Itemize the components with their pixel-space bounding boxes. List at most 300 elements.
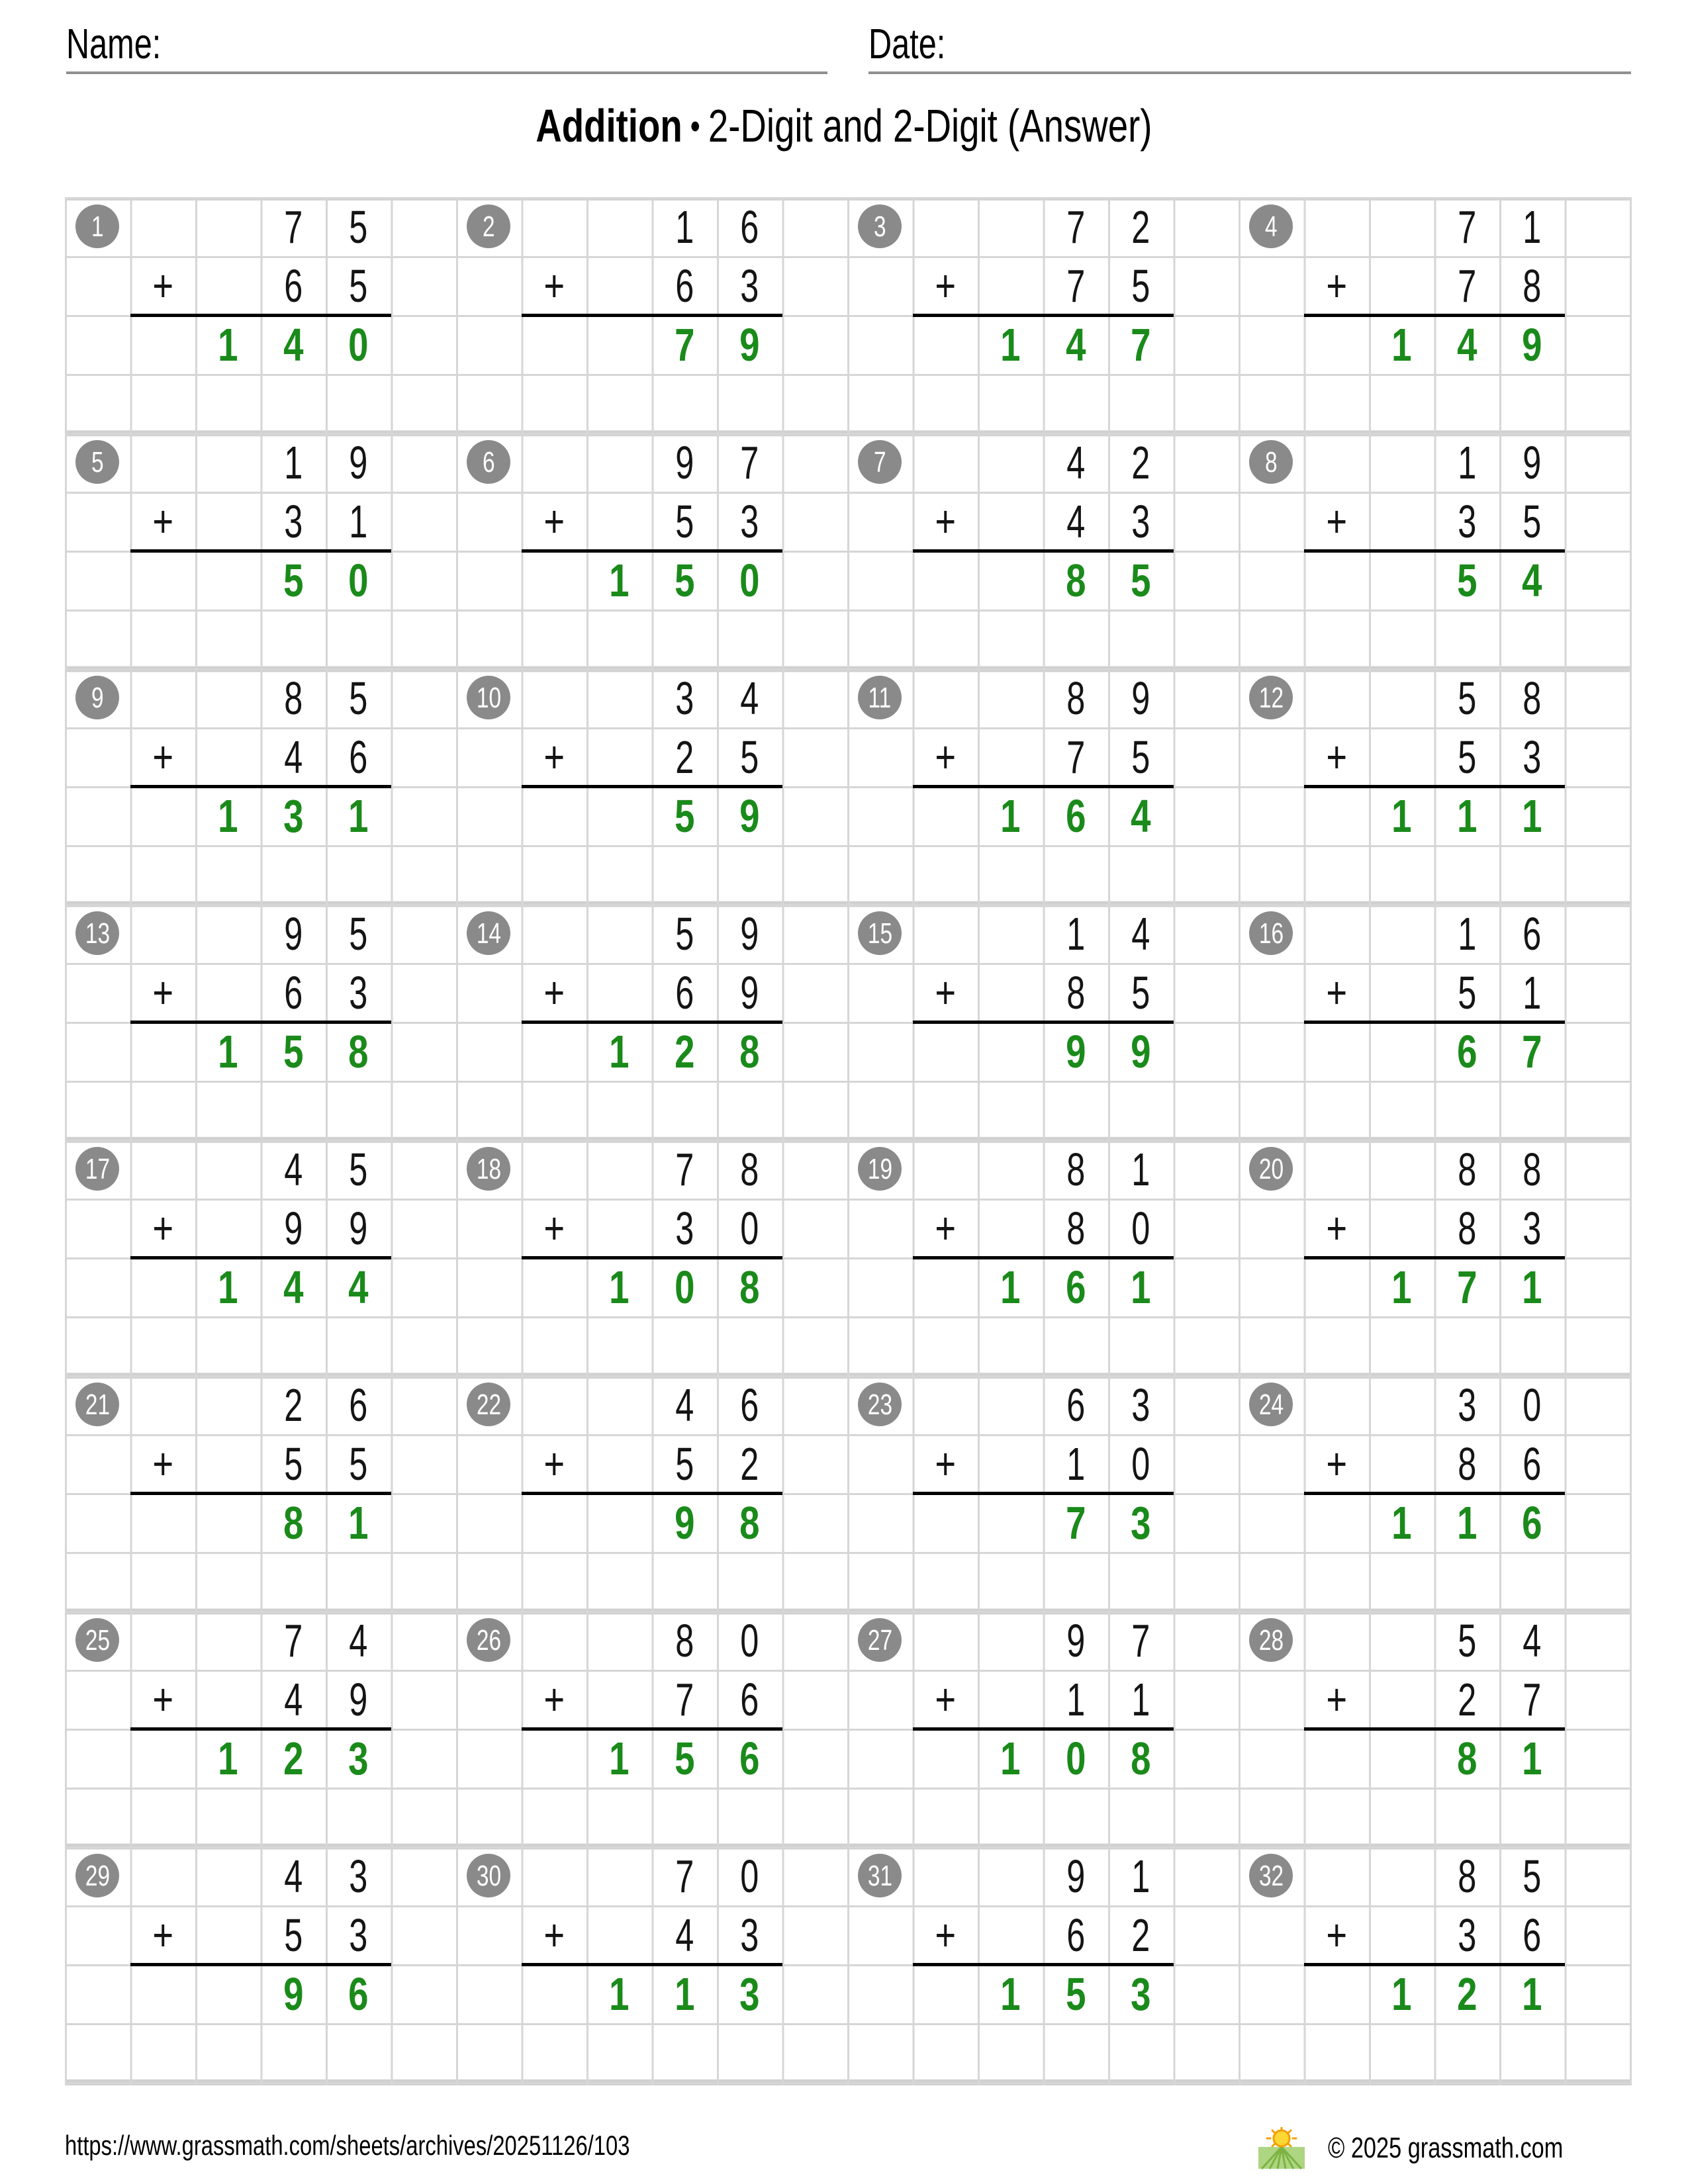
bottom-addend-digit: 5 [1131, 260, 1150, 312]
sum-line [522, 1256, 782, 1259]
problem-number: 4 [1264, 210, 1278, 243]
sum-line [1304, 1963, 1565, 1966]
answer-digit: 8 [283, 1497, 303, 1549]
bottom-addend-digit: 3 [349, 1909, 368, 1961]
top-addend-digit: 1 [1131, 1144, 1150, 1195]
answer-digit: 0 [348, 319, 369, 371]
problem-number: 11 [868, 682, 892, 714]
problem-number-badge [1249, 1854, 1293, 1897]
bottom-addend-digit: 8 [1066, 967, 1085, 1019]
answer-digit: 8 [739, 1261, 760, 1313]
answer-digit: 6 [1065, 1261, 1086, 1313]
answer-digit: 1 [609, 1261, 630, 1313]
answer-digit: 8 [348, 1026, 369, 1077]
top-addend-digit: 3 [349, 1850, 368, 1902]
answer-digit: 7 [674, 319, 694, 371]
problem-block [1239, 1846, 1630, 2082]
sum-line [913, 549, 1174, 553]
problem-number-badge [467, 205, 510, 248]
sum-line [913, 1256, 1174, 1259]
answer-digit: 1 [1000, 1733, 1021, 1784]
bottom-addend-digit: 4 [283, 731, 303, 783]
problem-number: 9 [91, 682, 104, 714]
problem-number: 15 [867, 917, 892, 950]
answer-digit: 1 [218, 1261, 238, 1313]
footer-copyright-text: © 2025 grassmath.com [1328, 2132, 1564, 2164]
answer-digit: 1 [1391, 1497, 1412, 1549]
top-addend-digit: 4 [1131, 908, 1150, 960]
top-addend-digit: 1 [1523, 201, 1542, 253]
plus-sign: + [152, 1910, 173, 1960]
answer-digit: 1 [609, 1733, 630, 1784]
plus-sign: + [152, 496, 173, 547]
plus-sign: + [543, 1203, 565, 1253]
problem-number-badge [467, 1618, 510, 1662]
problem-number: 27 [867, 1624, 892, 1657]
answer-digit: 5 [674, 1733, 694, 1784]
answer-digit: 6 [1456, 1026, 1477, 1077]
answer-digit: 1 [609, 1968, 630, 2020]
sum-line [1304, 1021, 1565, 1024]
plus-sign: + [1325, 732, 1347, 782]
plus-sign: + [934, 1203, 956, 1253]
problem-block [456, 1375, 847, 1611]
answer-digit: 1 [1000, 1968, 1021, 2020]
sum-line [130, 1256, 391, 1259]
answer-digit: 1 [218, 319, 238, 371]
top-addend-digit: 4 [283, 1850, 303, 1902]
plus-sign: + [152, 1674, 173, 1725]
answer-digit: 1 [609, 555, 630, 606]
answer-digit: 1 [218, 1026, 238, 1077]
top-addend-digit: 5 [1457, 672, 1476, 724]
problem-number-badge [75, 1618, 119, 1662]
top-addend-digit: 1 [283, 437, 303, 488]
top-addend-digit: 8 [1523, 1144, 1542, 1195]
problem-block [456, 1611, 847, 1846]
plus-sign: + [152, 968, 173, 1018]
sum-line [1304, 549, 1565, 553]
date-label-text: Date: [868, 20, 946, 68]
top-addend-digit: 9 [740, 908, 759, 960]
plus-sign: + [152, 1439, 173, 1489]
bottom-addend-digit: 5 [283, 1438, 303, 1490]
top-addend-digit: 7 [1066, 201, 1085, 253]
bottom-addend-digit: 3 [1523, 731, 1542, 783]
problem-number-badge [858, 1383, 902, 1426]
problem-number-badge [858, 205, 902, 248]
sum-line [522, 1492, 782, 1495]
plus-sign: + [1325, 261, 1347, 311]
sum-line [130, 1963, 391, 1966]
answer-digit: 4 [283, 1261, 303, 1313]
answer-digit: 2 [674, 1026, 694, 1077]
problem-block [847, 1140, 1239, 1375]
answer-digit: 3 [348, 1733, 369, 1784]
bottom-addend-digit: 6 [1523, 1909, 1542, 1961]
sum-line [913, 314, 1174, 317]
answer-digit: 8 [739, 1026, 760, 1077]
top-addend-digit: 7 [283, 1615, 303, 1666]
sum-line [130, 549, 391, 553]
sum-line [522, 549, 782, 553]
answer-digit: 4 [1456, 319, 1477, 371]
problem-block [456, 197, 847, 433]
top-addend-digit: 8 [1457, 1850, 1476, 1902]
top-addend-digit: 5 [349, 908, 368, 960]
problem-number-badge [467, 1383, 510, 1426]
bottom-addend-digit: 5 [349, 1438, 368, 1490]
answer-digit: 8 [1456, 1733, 1477, 1784]
problem-number-badge [1249, 676, 1293, 719]
problem-number: 25 [85, 1624, 110, 1657]
problem-number-badge [858, 911, 902, 955]
problem-number: 8 [1264, 446, 1278, 478]
problem-number-badge [1249, 911, 1293, 955]
plus-sign: + [543, 261, 565, 311]
answer-digit: 3 [283, 790, 303, 842]
problem-number-badge [467, 676, 510, 719]
problem-number: 12 [1258, 682, 1284, 714]
sum-line [1304, 785, 1565, 788]
answer-digit: 1 [674, 1968, 694, 2020]
top-addend-digit: 3 [1457, 1379, 1476, 1431]
top-addend-digit: 6 [740, 1379, 759, 1431]
plus-sign: + [543, 1910, 565, 1960]
top-addend-digit: 9 [1066, 1850, 1085, 1902]
top-addend-digit: 9 [1523, 437, 1542, 488]
answer-digit: 9 [674, 1497, 694, 1549]
answer-digit: 1 [1522, 790, 1542, 842]
answer-digit: 1 [1391, 1261, 1412, 1313]
name-label-text: Name: [66, 20, 162, 68]
top-addend-digit: 7 [283, 201, 303, 253]
problem-number-badge [75, 440, 119, 484]
top-addend-digit: 2 [1131, 437, 1150, 488]
problem-block [65, 1846, 456, 2082]
bottom-addend-digit: 3 [675, 1203, 694, 1254]
problem-block [65, 668, 456, 904]
plus-sign: + [543, 968, 565, 1018]
bottom-addend-digit: 5 [1457, 967, 1476, 1019]
plus-sign: + [1325, 1910, 1347, 1960]
top-addend-digit: 4 [349, 1615, 368, 1666]
answer-digit: 9 [739, 790, 760, 842]
problem-block [1239, 197, 1630, 433]
answer-digit: 1 [1000, 1261, 1021, 1313]
answer-digit: 2 [1456, 1968, 1477, 2020]
bottom-addend-digit: 3 [740, 1909, 759, 1961]
plus-sign: + [152, 732, 173, 782]
answer-digit: 4 [1065, 319, 1086, 371]
problem-block [65, 433, 456, 668]
problem-block [456, 668, 847, 904]
problem-block [456, 1140, 847, 1375]
top-addend-digit: 5 [349, 201, 368, 253]
bottom-addend-digit: 6 [740, 1674, 759, 1725]
plus-sign: + [1325, 1674, 1347, 1725]
answer-digit: 3 [739, 1968, 760, 2020]
bottom-addend-digit: 3 [349, 967, 368, 1019]
answer-digit: 1 [1391, 790, 1412, 842]
plus-sign: + [543, 496, 565, 547]
sum-line [1304, 314, 1565, 317]
bottom-addend-digit: 8 [1457, 1438, 1476, 1490]
top-addend-digit: 5 [349, 1144, 368, 1195]
answer-digit: 9 [283, 1968, 303, 2020]
top-addend-digit: 7 [1131, 1615, 1150, 1666]
problem-number-badge [467, 1854, 510, 1897]
sum-line [522, 1963, 782, 1966]
bottom-addend-digit: 6 [675, 967, 694, 1019]
plus-sign: + [543, 732, 565, 782]
sum-line [522, 314, 782, 317]
plus-sign: + [934, 1674, 956, 1725]
sum-line [130, 1727, 391, 1731]
answer-digit: 0 [739, 555, 760, 606]
problem-number: 23 [867, 1388, 892, 1421]
problem-block [847, 668, 1239, 904]
bottom-addend-digit: 0 [1131, 1203, 1150, 1254]
top-addend-digit: 2 [283, 1379, 303, 1431]
top-addend-digit: 5 [349, 672, 368, 724]
answer-digit: 1 [218, 790, 238, 842]
page-title-sub: 2-Digit and 2-Digit (Answer) [708, 100, 1152, 152]
problem-number-badge [75, 1854, 119, 1897]
problem-number: 7 [873, 446, 886, 478]
answer-digit: 0 [348, 555, 369, 606]
plus-sign: + [1325, 968, 1347, 1018]
top-addend-digit: 6 [740, 201, 759, 253]
bottom-addend-digit: 5 [1523, 496, 1542, 547]
problem-number: 6 [482, 446, 495, 478]
problem-block [847, 197, 1239, 433]
problem-block [1239, 433, 1630, 668]
answer-digit: 4 [348, 1261, 369, 1313]
answer-digit: 5 [674, 555, 694, 606]
name-label [66, 20, 191, 68]
bottom-addend-digit: 5 [1457, 731, 1476, 783]
top-addend-digit: 4 [283, 1144, 303, 1195]
problem-number-badge [858, 1854, 902, 1897]
answer-digit: 5 [1131, 555, 1151, 606]
bottom-addend-digit: 2 [675, 731, 694, 783]
problem-number: 14 [476, 917, 501, 950]
answer-digit: 1 [348, 790, 369, 842]
bottom-addend-digit: 9 [740, 967, 759, 1019]
bottom-addend-digit: 1 [1066, 1674, 1085, 1725]
bottom-addend-digit: 9 [283, 1203, 303, 1254]
problem-number: 10 [476, 682, 501, 714]
problem-number: 26 [476, 1624, 501, 1657]
top-addend-digit: 4 [675, 1379, 694, 1431]
top-addend-digit: 9 [349, 437, 368, 488]
answer-digit: 5 [674, 790, 694, 842]
bottom-addend-digit: 5 [740, 731, 759, 783]
problem-number: 24 [1258, 1388, 1284, 1421]
bottom-addend-digit: 6 [1066, 1909, 1085, 1961]
top-addend-digit: 2 [1131, 201, 1150, 253]
bottom-addend-digit: 1 [349, 496, 368, 547]
bottom-addend-digit: 3 [283, 496, 303, 547]
problem-number: 22 [476, 1388, 501, 1421]
top-addend-digit: 8 [283, 672, 303, 724]
answer-digit: 7 [1522, 1026, 1542, 1077]
problem-block [1239, 904, 1630, 1140]
answer-digit: 1 [1391, 1968, 1412, 2020]
problem-number-badge [75, 205, 119, 248]
bottom-addend-digit: 8 [1066, 1203, 1085, 1254]
answer-digit: 1 [609, 1026, 630, 1077]
top-addend-digit: 9 [283, 908, 303, 960]
sum-line [913, 785, 1174, 788]
top-addend-digit: 9 [675, 437, 694, 488]
answer-digit: 7 [1131, 319, 1151, 371]
problem-block [456, 904, 847, 1140]
bottom-addend-digit: 5 [1131, 731, 1150, 783]
plus-sign: + [543, 1439, 565, 1489]
bottom-addend-digit: 5 [675, 1438, 694, 1490]
top-addend-digit: 8 [740, 1144, 759, 1195]
top-addend-digit: 3 [675, 672, 694, 724]
bottom-addend-digit: 7 [1066, 731, 1085, 783]
bottom-addend-digit: 4 [675, 1909, 694, 1961]
problem-block [65, 1611, 456, 1846]
sum-line [130, 1492, 391, 1495]
plus-sign: + [934, 1439, 956, 1489]
problem-block [1239, 668, 1630, 904]
answer-digit: 3 [1131, 1968, 1151, 2020]
plus-sign: + [934, 1910, 956, 1960]
top-addend-digit: 5 [1457, 1615, 1476, 1666]
top-addend-digit: 8 [1523, 672, 1542, 724]
sum-line [130, 785, 391, 788]
title-bullet-icon: • [690, 107, 700, 146]
problem-number-badge [1249, 1147, 1293, 1191]
answer-digit: 1 [1522, 1733, 1542, 1784]
bottom-addend-digit: 9 [349, 1203, 368, 1254]
problem-number: 19 [867, 1153, 892, 1185]
problem-number-badge [1249, 1383, 1293, 1426]
problem-number-badge [467, 440, 510, 484]
sum-line [913, 1492, 1174, 1495]
top-addend-digit: 6 [1066, 1379, 1085, 1431]
problem-block [847, 904, 1239, 1140]
footer-brand [1258, 2122, 1630, 2175]
bottom-addend-digit: 6 [1523, 1438, 1542, 1490]
problem-block [1239, 1375, 1630, 1611]
bottom-addend-digit: 7 [1066, 260, 1085, 312]
bottom-addend-digit: 2 [1457, 1674, 1476, 1725]
name-underline [66, 71, 827, 74]
bottom-addend-digit: 6 [675, 260, 694, 312]
answer-digit: 9 [739, 319, 760, 371]
problems-layer [65, 197, 1630, 2085]
top-addend-digit: 1 [675, 201, 694, 253]
top-addend-digit: 7 [1457, 201, 1476, 253]
problem-number-badge [467, 911, 510, 955]
answer-digit: 5 [283, 555, 303, 606]
answer-digit: 9 [1065, 1026, 1086, 1077]
top-addend-digit: 1 [1457, 437, 1476, 488]
answer-digit: 2 [283, 1733, 303, 1784]
problem-block [65, 197, 456, 433]
bottom-addend-digit: 7 [1457, 260, 1476, 312]
answer-digit: 6 [1065, 790, 1086, 842]
problem-block [847, 1611, 1239, 1846]
top-addend-digit: 1 [1066, 908, 1085, 960]
problem-number-badge [858, 440, 902, 484]
bottom-addend-digit: 5 [283, 1909, 303, 1961]
top-addend-digit: 3 [1131, 1379, 1150, 1431]
problem-number-badge [75, 911, 119, 955]
problem-number: 20 [1258, 1153, 1284, 1185]
footer-url [65, 2126, 789, 2165]
problem-number-badge [1249, 440, 1293, 484]
bottom-addend-digit: 4 [1066, 496, 1085, 547]
problem-number-badge [75, 1383, 119, 1426]
bottom-addend-digit: 2 [740, 1438, 759, 1490]
top-addend-digit: 8 [1457, 1144, 1476, 1195]
problem-number-badge [858, 1147, 902, 1191]
answer-digit: 3 [1131, 1497, 1151, 1549]
answer-digit: 1 [1456, 1497, 1477, 1549]
top-addend-digit: 1 [1457, 908, 1476, 960]
bottom-addend-digit: 3 [1457, 1909, 1476, 1961]
answer-digit: 8 [1131, 1733, 1151, 1784]
bottom-addend-digit: 8 [1523, 260, 1542, 312]
answer-digit: 1 [1391, 319, 1412, 371]
bottom-addend-digit: 1 [1523, 967, 1542, 1019]
problem-number-badge [75, 676, 119, 719]
top-addend-digit: 7 [740, 437, 759, 488]
bottom-addend-digit: 3 [1131, 496, 1150, 547]
answer-digit: 6 [348, 1968, 369, 2020]
top-addend-digit: 4 [1066, 437, 1085, 488]
problem-block [65, 1140, 456, 1375]
problem-block [65, 904, 456, 1140]
answer-digit: 1 [1131, 1261, 1151, 1313]
problems-grid [65, 197, 1632, 2085]
bottom-addend-digit: 5 [1131, 967, 1150, 1019]
plus-sign: + [1325, 496, 1347, 547]
problem-number: 16 [1258, 917, 1284, 950]
top-addend-digit: 8 [675, 1615, 694, 1666]
sum-line [1304, 1492, 1565, 1495]
bottom-addend-digit: 3 [1457, 496, 1476, 547]
answer-digit: 1 [1000, 790, 1021, 842]
sum-line [1304, 1256, 1565, 1259]
page-title [0, 98, 1688, 154]
date-label [868, 20, 970, 68]
bottom-addend-digit: 7 [675, 1674, 694, 1725]
top-addend-digit: 5 [675, 908, 694, 960]
answer-digit: 7 [1456, 1261, 1477, 1313]
problem-number: 32 [1258, 1860, 1284, 1892]
problem-number: 31 [867, 1860, 892, 1892]
answer-digit: 5 [1456, 555, 1477, 606]
sum-line [913, 1963, 1174, 1966]
sum-line [913, 1727, 1174, 1731]
answer-digit: 1 [1456, 790, 1477, 842]
page-title-main: Addition [536, 100, 682, 152]
answer-digit: 9 [1522, 319, 1542, 371]
problem-block [847, 1846, 1239, 2082]
problem-block [65, 1375, 456, 1611]
problem-number-badge [858, 1618, 902, 1662]
sum-line [522, 1727, 782, 1731]
top-addend-digit: 9 [1131, 672, 1150, 724]
